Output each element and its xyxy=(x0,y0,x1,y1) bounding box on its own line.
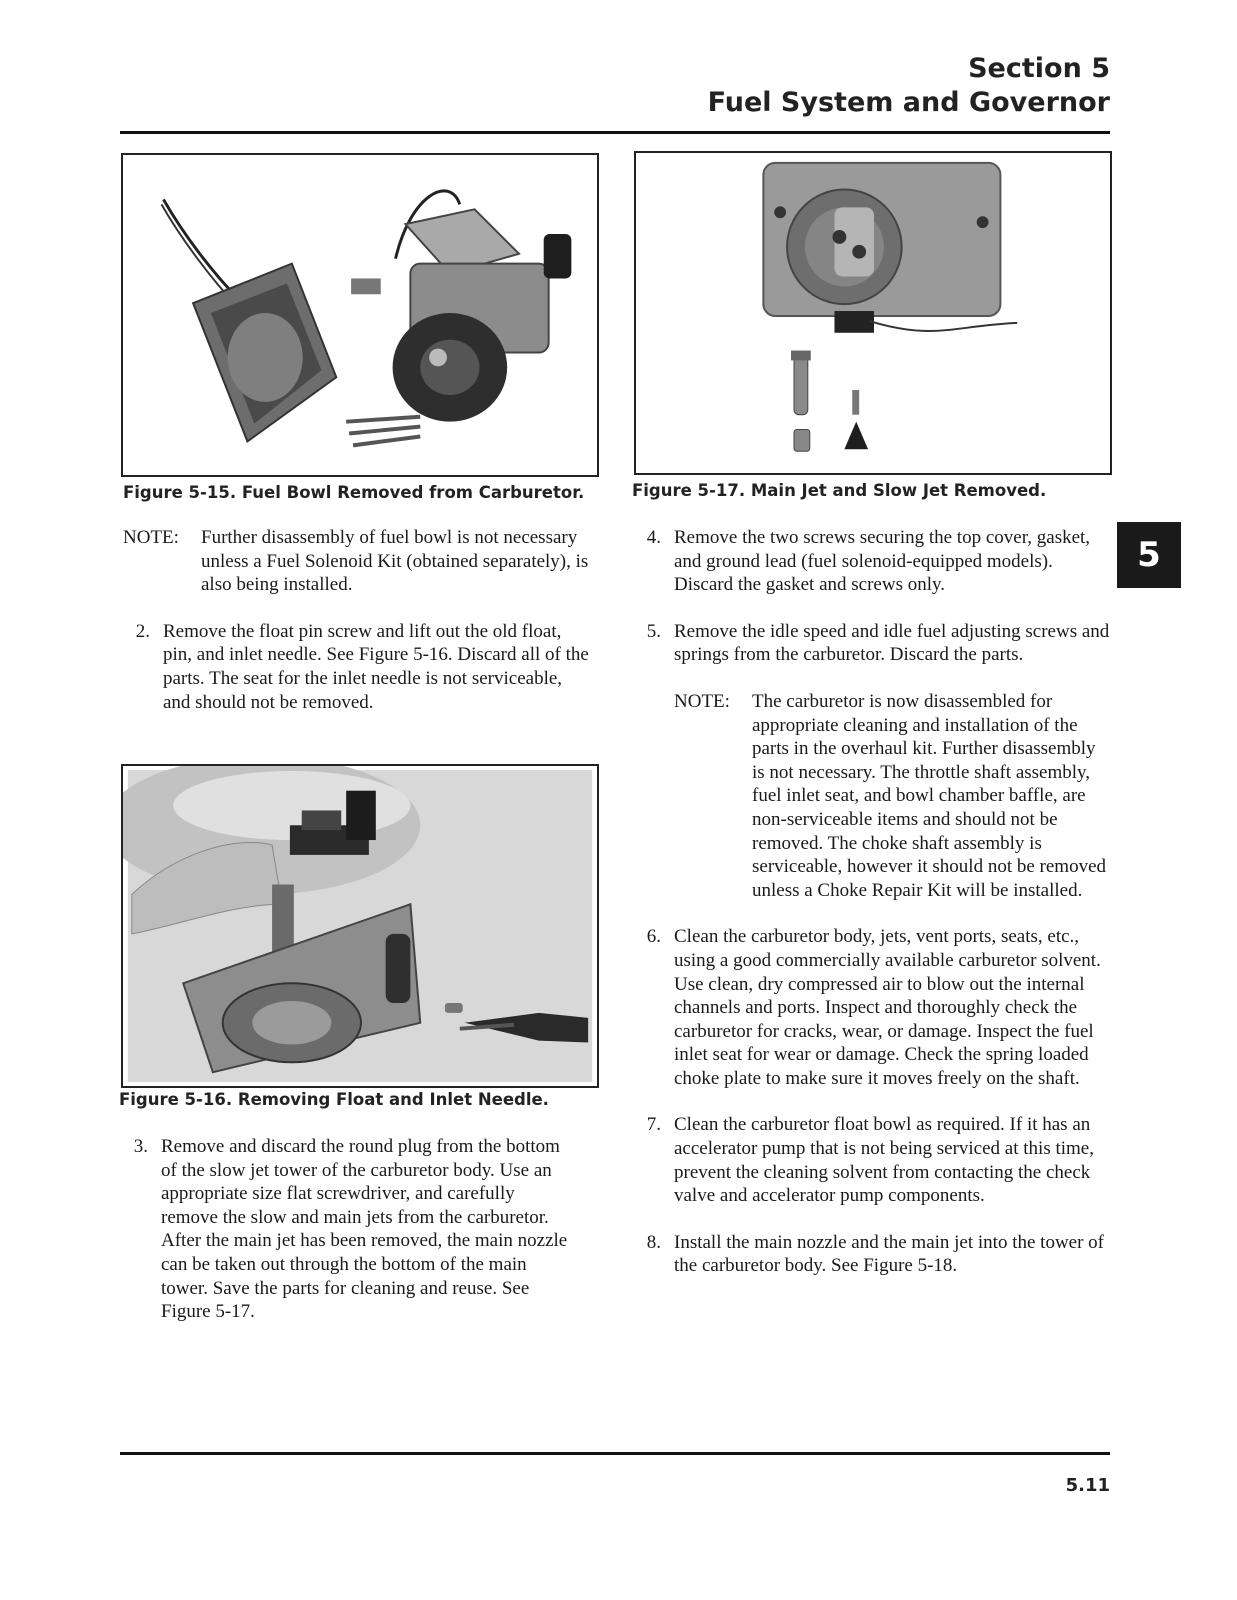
page-header xyxy=(708,52,1110,120)
step-number: 2. xyxy=(135,620,150,642)
figure-5-16-image xyxy=(121,764,599,1088)
step-5 xyxy=(634,620,1110,667)
page-number: 5.11 xyxy=(1065,1475,1110,1496)
step-3 xyxy=(121,1135,576,1324)
step-number: 6. xyxy=(646,926,661,948)
figure-5-15-caption: Figure 5-15. Fuel Bowl Removed from Carburetor. xyxy=(123,483,585,502)
header-rule xyxy=(120,131,1110,134)
step-text: Clean the carburetor body, jets, vent ports, seats, etc., using a good commercially available carburetor solvent. Use clean, dry compressed air to blow out the internal channels and ports. Inspect and thoroughly check the carburetor for cracks, wear, or damage. Inspect the fuel inlet seat for wear or damage. Check the spring loaded choke plate to make sure it moves freely on the shaft. xyxy=(674,926,1101,1089)
step-text: Install the main nozzle and the main jet into the tower of the carburetor body. See Figure 5-18. xyxy=(674,1231,1105,1277)
step-6 xyxy=(634,925,1110,1090)
step-text: Remove the two screws securing the top cover, gasket, and ground lead (fuel solenoid-equipped models). Discard the gasket and screws only. xyxy=(674,527,1091,596)
figure-5-17-caption: Figure 5-17. Main Jet and Slow Jet Removed. xyxy=(632,481,1047,500)
figure-5-16-caption: Figure 5-16. Removing Float and Inlet Needle. xyxy=(119,1090,549,1109)
step-number: 3. xyxy=(133,1136,148,1157)
step-8 xyxy=(634,1231,1110,1278)
note-text: The carburetor is now disassembled for appropriate cleaning and installation of the parts in the overhaul kit. Further disassembly is not necessary. The throttle shaft assembly, fuel inlet seat, and bowl chamber baffle, are non-serviceable items and should not be removed. The choke shaft assembly is serviceable, however it should not be removed unless a Choke Repair Kit will be installed. xyxy=(752,690,1107,901)
note-label: NOTE: xyxy=(674,690,730,712)
footer-rule xyxy=(120,1452,1110,1455)
step-text: Clean the carburetor float bowl as required. If it has an accelerator pump that is not being serviced at this time, prevent the cleaning solvent from contacting the check valve and accelerator pump components. xyxy=(674,1114,1094,1207)
figure-5-15-image xyxy=(121,153,599,477)
section-tab: 5 xyxy=(1117,522,1181,588)
step-text: Remove the idle speed and idle fuel adjusting screws and springs from the carburetor. Discard the parts. xyxy=(674,620,1110,666)
section-label: Section 5 xyxy=(968,53,1110,84)
left-column-bottom xyxy=(121,1135,576,1324)
step-number: 5. xyxy=(646,620,661,642)
step-4 xyxy=(634,526,1110,597)
note-carburetor-disassembled xyxy=(674,690,1110,902)
figure-5-17-image xyxy=(634,151,1112,475)
right-column xyxy=(634,526,1110,1278)
note-label: NOTE: xyxy=(123,527,179,548)
section-title: Fuel System and Governor xyxy=(707,87,1110,118)
step-number: 8. xyxy=(646,1231,661,1253)
step-7 xyxy=(634,1113,1110,1207)
note-fuel-bowl xyxy=(123,526,593,597)
note-text: Further disassembly of fuel bowl is not necessary unless a Fuel Solenoid Kit (obtained separately), is also being installed. xyxy=(201,527,589,596)
step-text: Remove the float pin screw and lift out the old float, pin, and inlet needle. See Figure 5-16. Discard all of the parts. The seat for the inlet needle is not serviceable, and should not be removed. xyxy=(163,620,589,713)
step-number: 7. xyxy=(646,1114,661,1136)
step-text: Remove and discard the round plug from the bottom of the slow jet tower of the carburetor body. Use an appropriate size flat screwdriver, and carefully remove the slow and main jets from the carburetor. After the main jet has been removed, the main nozzle can be taken out through the bottom of the main tower. Save the parts for cleaning and reuse. See Figure 5-17. xyxy=(161,1136,568,1323)
step-2 xyxy=(123,620,593,714)
left-column-top xyxy=(123,526,593,714)
step-number: 4. xyxy=(646,527,661,548)
